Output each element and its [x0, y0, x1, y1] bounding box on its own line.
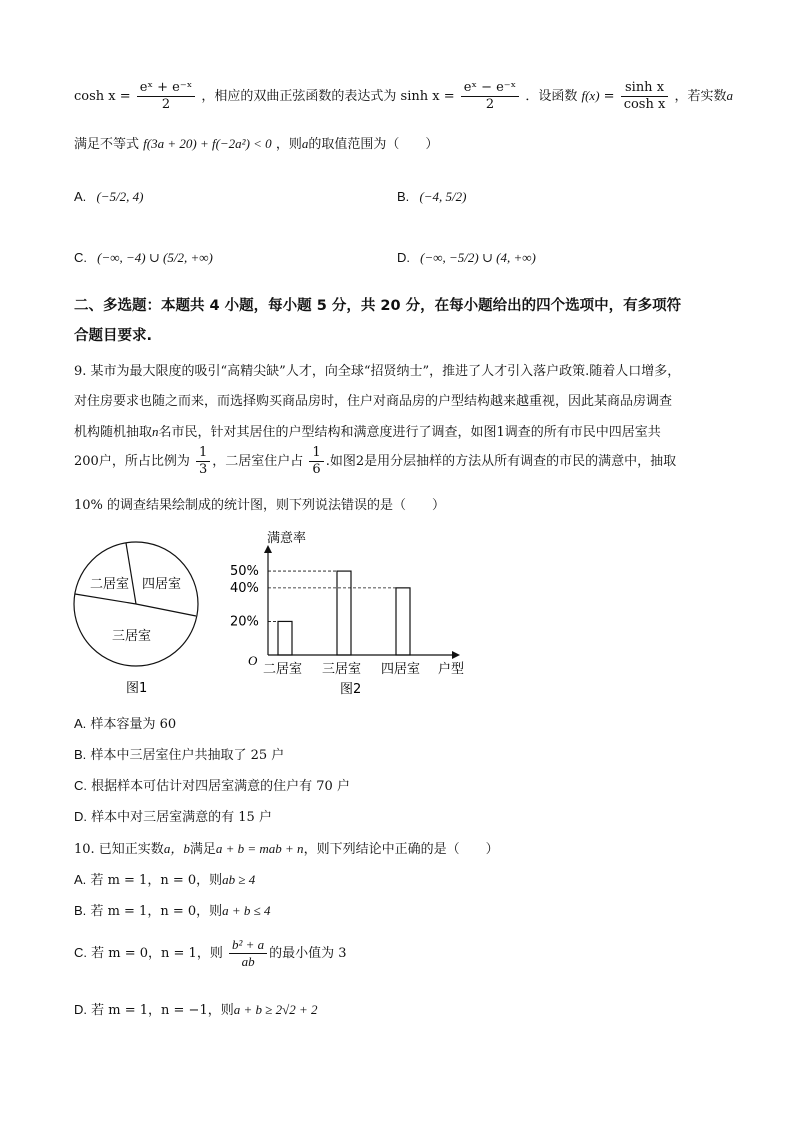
frac-denominator: ab [241, 954, 255, 969]
bar-四居室 [396, 588, 410, 655]
f-lhs: f(x) [581, 88, 600, 103]
option-text: 样本中三居室住户共抽取了 25 户 [90, 748, 285, 763]
option-label: D. [74, 809, 87, 824]
x-axis-arrow [452, 651, 460, 659]
y-axis-title: 满意率 [267, 531, 307, 546]
option-condition: 若 m = 1，n = 0，则 [90, 904, 223, 919]
option-label: A. [74, 189, 87, 204]
x-tick-label: 四居室 [381, 662, 421, 677]
option-label: B. [397, 189, 410, 204]
q8-text3: ，若实数 [674, 89, 727, 104]
q9-option-d[interactable] [74, 806, 272, 825]
option-expr: (−∞, −4) ∪ (5/2, +∞) [97, 250, 213, 265]
q8-line2-tail2: 的取值范围为（ ） [308, 137, 439, 152]
option-label: B. [74, 903, 87, 918]
sinh-lhs: sinh x [400, 89, 440, 104]
option-label: D. [397, 250, 410, 265]
q9-line3a: 机构随机抽取 [74, 425, 153, 440]
option-expr: (−∞, −5/2) ∪ (4, +∞) [420, 250, 536, 265]
q10-option-d[interactable] [74, 999, 318, 1018]
option-fraction [229, 937, 267, 970]
pie-divider-2 [75, 594, 136, 604]
q10-stem-b: 满足 [189, 842, 216, 857]
sinh-numerator: eˣ − e⁻ˣ [461, 80, 519, 97]
sinh-denominator: 2 [485, 97, 495, 112]
option-text: 样本容量为 60 [90, 717, 177, 732]
option-conclusion: ab ≥ 4 [222, 872, 256, 887]
bar-三居室 [337, 571, 351, 655]
q9-fraction-one-third [196, 445, 210, 478]
option-label: B. [74, 747, 87, 762]
option-label: C. [74, 250, 87, 265]
q10-stem-c: ，则下列结论中正确的是（ ） [303, 842, 499, 857]
option-text: 样本中对三居室满意的有 15 户 [91, 810, 272, 825]
section2-heading-line2: 合题目要求. [74, 328, 153, 344]
section2-heading-line1: 二、多选题：本题共 4 小题，每小题 5 分，共 20 分，在每小题给出的四个选项中，有多项符 [74, 298, 682, 314]
option-conclusion: a + b ≥ 2√2 + 2 [233, 1002, 318, 1017]
q9-line5: 10% 的调查结果绘制成的统计图，则下列说法错误的是（ ） [74, 498, 446, 513]
y-axis-arrow [264, 545, 272, 553]
pie-label-3br: 三居室 [112, 629, 152, 644]
q8-line2-text: 满足不等式 [74, 137, 140, 152]
option-label: D. [74, 1002, 87, 1017]
option-label: A. [74, 872, 87, 887]
sinh-fraction [461, 80, 519, 113]
bar-二居室 [278, 621, 292, 655]
option-expr: (−4, 5/2) [419, 189, 467, 204]
fig2-bar-chart [230, 525, 480, 700]
x-axis-title: 户型 [438, 662, 465, 677]
q8-var-a2: a [301, 136, 309, 151]
q10-equation: a + b = mab + n [215, 841, 304, 856]
pie-divider-1 [126, 543, 136, 604]
q8-inequality: f(3a + 20) + f(−2a²) < 0 [143, 136, 272, 151]
q9-line3 [74, 421, 661, 440]
q9-line3b: 名市民，针对其居住的户型结构和满意度进行了调查，如图1调查的所有市民中四居室共 [158, 425, 661, 440]
q8-line2 [74, 133, 438, 156]
y-tick-label: 50% [230, 564, 259, 580]
frac-numerator: 1 [196, 445, 210, 462]
fig1-pie-chart [70, 538, 210, 698]
option-condition: 若 m = 1，n = 0，则 [90, 873, 223, 888]
fig2-caption: 图2 [340, 682, 362, 697]
q8-line1: cosh x = $\frac{\text{eˣ + e⁻ˣ}}{2}$ ，相应的双曲正弦函数的表达式为 sinh x = $\frac{\text{eˣ − e⁻ˣ}}{2}$ ．设函数 f(x) = $\frac{\text{sinh x}}{\text{cosh x}}$ ，若实数a [74, 80, 733, 112]
q10-option-b[interactable] [74, 900, 271, 919]
frac-numerator: 1 [309, 445, 323, 462]
q10-option-c[interactable] [74, 935, 347, 972]
cosh-fraction [137, 80, 195, 113]
cosh-denominator: 2 [161, 97, 171, 112]
fig1-caption: 图1 [126, 681, 148, 696]
q9-line4a: 200户，所占比例为 [74, 454, 190, 469]
q8-option-d[interactable] [397, 240, 536, 277]
x-tick-label: 三居室 [322, 662, 362, 677]
option-label: C. [74, 778, 87, 793]
option-tail: 的最小值为 3 [269, 946, 347, 961]
q10-option-a[interactable] [74, 869, 255, 888]
option-condition: 若 m = 1，n = −1，则 [91, 1003, 234, 1018]
q8-text1: ，相应的双曲正弦函数的表达式为 [201, 89, 397, 104]
frac-denominator: 6 [312, 462, 321, 477]
origin-label: O [248, 653, 258, 668]
q8-line2-tail: ，则 [275, 137, 302, 152]
pie-label-4br: 四居室 [142, 577, 182, 592]
q8-option-a[interactable] [74, 179, 143, 216]
option-label: C. [74, 945, 87, 960]
pie-label-2br: 二居室 [90, 577, 130, 592]
option-conclusion: a + b ≤ 4 [222, 903, 271, 918]
q9-fraction-one-sixth [309, 445, 323, 478]
q10-vars: a，b [163, 841, 190, 856]
frac-denominator: 3 [198, 462, 208, 477]
q8-text2: ．设函数 [525, 89, 578, 104]
q8-var-a: a [726, 88, 733, 103]
q9-line1: 9. 某市为最大限度的吸引“高精尖缺”人才，向全球“招贤纳士”，推进了人才引入落户政策.随着人口增多， [74, 364, 681, 379]
f-numerator: sinh x [621, 80, 669, 97]
q8-option-c[interactable] [74, 240, 213, 277]
option-condition: 若 m = 0，n = 1，则 [91, 946, 223, 961]
cosh-lhs: cosh x [74, 89, 116, 104]
q9-line4 [74, 444, 676, 480]
q9-var-n: n [152, 424, 159, 439]
option-text: 根据样本可估计对四居室满意的住户有 70 户 [91, 779, 350, 794]
pie-divider-3 [136, 604, 196, 616]
q9-line4b: ，二居室住户占 [212, 454, 304, 469]
frac-numerator: b² + a [229, 937, 267, 954]
q10-stem-a: 10. 已知正实数 [74, 842, 164, 857]
f-fraction [621, 80, 669, 113]
y-tick-label: 20% [230, 614, 259, 630]
q9-option-b[interactable] [74, 744, 284, 763]
q9-option-c[interactable] [74, 775, 350, 794]
y-tick-label: 40% [230, 580, 259, 596]
f-denominator: cosh x [623, 97, 666, 112]
cosh-numerator: eˣ + e⁻ˣ [137, 80, 195, 97]
q9-line2: 对住房要求也随之而来，而选择购买商品房时，住户对商品房的户型结构越来越重视，因此某商品房调查 [74, 394, 673, 409]
q9-line4c: .如图2是用分层抽样的方法从所有调查的市民的满意中，抽取 [325, 454, 677, 469]
q9-option-a[interactable] [74, 713, 176, 732]
option-label: A. [74, 716, 87, 731]
x-tick-label: 二居室 [263, 662, 303, 677]
q10-stem [74, 838, 499, 857]
option-expr: (−5/2, 4) [96, 189, 144, 204]
q8-option-b[interactable] [397, 179, 466, 216]
